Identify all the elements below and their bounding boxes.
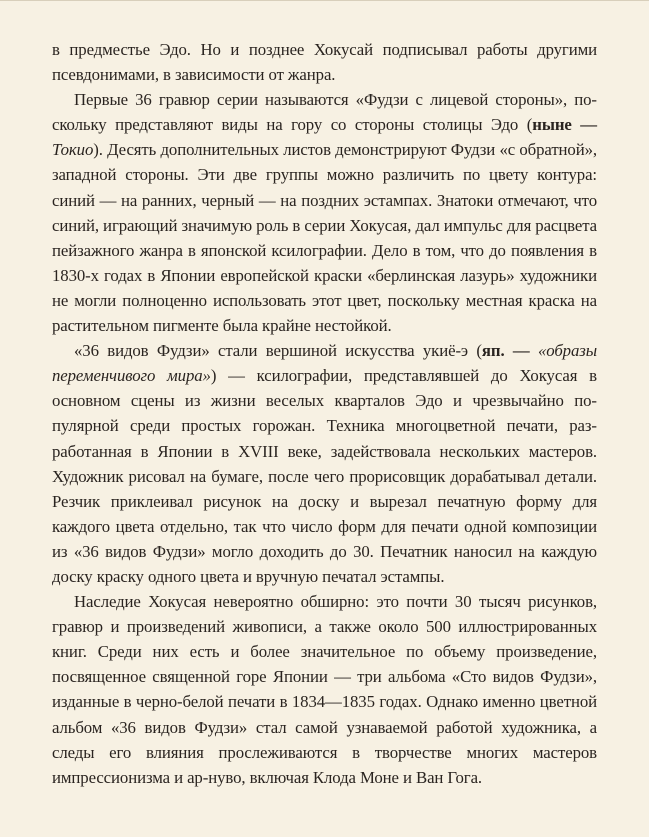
paragraph-2-term: ныне — xyxy=(532,115,597,135)
paragraph-4-text: Наследие Хокусая невероятно обширно: это почти 30 тысяч рисунков, гравюр и произведений живописи, а также около 500 иллюстрированных книг. Среди них есть и более значительное по объему произведение, посвященное священной горе Японии — три альбома «Сто видов Фудзи», изданные в черно-белой печати в 1834—1835 годах. Однако именно цветной альбом «36 видов Фудзи» стал самой узнаваемой работой художника, а следы его влияния прослеживаются в творчестве многих мастеров импрессионизма и ар-нуво, включая Клода Моне и Ван Гога. xyxy=(52,592,597,787)
paragraph-4 xyxy=(52,589,597,790)
paragraph-2-text-end: ). Десять дополнительных листов демонстрируют Фудзи «с обратной», западной стороны. Эти две группы можно различить по цвету контура: синий — на ранних, черный — на поздних эстампах. Знатоки отмечают, что синий, играющий значимую роль в серии Хокусая, дал импульс для расцвета пейзажного жанра в японской ксилографии. Дело в том, что до появления в 1830-х годах в Японии европейской краски «берлинская лазурь» художники не могли полноценно использовать этот цвет, поскольку местная краска на растительном пигменте была крайне нестойкой. xyxy=(52,140,598,336)
paragraph-3-term: яп. — xyxy=(481,341,530,361)
paragraph-1 xyxy=(52,37,597,87)
paragraph-2 xyxy=(52,87,597,338)
body-text xyxy=(52,37,597,790)
paragraph-2-text-start: Первые 36 гравюр серии называются «Фудзи с лицевой стороны», поскольку представляют виды на гору со стороны столицы Эдо ( xyxy=(52,90,597,135)
paragraph-1-line-1: в предместье Эдо. Но и позднее Хокусай подписывал работы другими xyxy=(52,40,597,59)
paragraph-3-text-start: «36 видов Фудзи» стали вершиной искусства укиё-э ( xyxy=(74,341,482,361)
paragraph-3-text-end: ) — ксилографии, представлявшей до Хокусая в основном сцены из жизни веселых кварталов Эдо и чрезвычайно популярной среди простых горожан. Техника многоцветной печати, разработанная в Японии в XVIII веке, задействовала нескольких мастеров. Художник рисовал на бумаге, после чего прорисовщик дорабатывал детали. Резчик приклеивал рисунок на доску и вырезал печатную форму для каждого цвета отдельно, так что число форм для печати одной композиции из «36 видов Фудзи» могло доходить до 30. Печатник наносил на каждую доску краску одного цвета и вручную печатал эстампы. xyxy=(52,366,597,586)
paragraph-1-line-2: псевдонимами, в зависимости от жанра. xyxy=(52,65,336,85)
paragraph-2-term-value: Токио xyxy=(52,140,94,160)
paragraph-3 xyxy=(52,338,597,589)
paragraph-3-term-value: «образы переменчивого мира» xyxy=(52,341,597,386)
